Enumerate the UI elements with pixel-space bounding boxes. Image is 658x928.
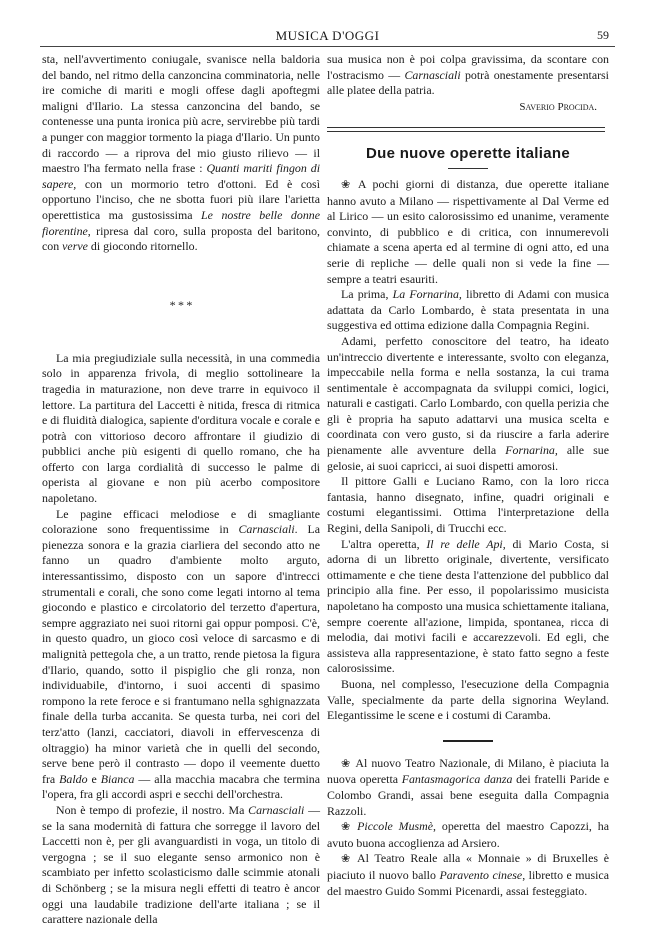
- news-item: ❀ Al nuovo Teatro Nazionale, di Milano, è piaciuta la nuova operetta Fantasmagorica danza dei fratelli Paride e Colombo Grandi, assai bene eseguita dalla Compagnia Razzoli.: [327, 755, 610, 818]
- fleuron-icon: ❀: [341, 821, 354, 834]
- news-divider: [443, 740, 493, 742]
- page-number: 59: [597, 28, 609, 42]
- paragraph: sua musica non è poi colpa gravissima, da scontare con l'ostracismo — Carnasciali potrà onestamente presentarsi alle platee della patria.: [327, 52, 609, 98]
- news-item: ❀ Piccole Musmè, operetta del maestro Capozzi, ha avuto buona accoglienza ad Arsiero.: [327, 819, 610, 850]
- asterism-separator: * * *: [169, 297, 193, 312]
- paragraph: Non è tempo di profezie, il nostro. Ma Carnasciali — se la sana modernità di fattura che sorregge il lavoro del Laccetti non è, per gli avanguardisti in voga, un titolo di vergogna ; se il suo elegante senso armonico non è scambiato per infetto scolasticismo dalle scimmie atonali di Schönberg ; se la misura negli effetti di teatro è ancor oggi una laudabile tradizione dell'arte italiana ; se il carattere nazionale della: [42, 802, 320, 927]
- title-underline: [448, 168, 488, 169]
- journal-title: MUSICA D'OGGI: [275, 28, 380, 43]
- paragraph: L'altra operetta, Il re delle Api, di Mario Costa, si adorna di un libretto originale, divertente, versificato ottimamente e che tiene desta l'attenzione del pubblico dal principio alla fine. Per esso, il popolarissimo musicista napoletano ha composto una musica schiettamente italiana, sempre coerente all'azione, limpida, spontanea, ricca di melodia, dai motivi facili e accarezzevoli. Ed egli, che assisteva alla rappresentazione, è stato fatto segno a feste calorosissime.: [327, 536, 609, 676]
- fleuron-icon: ❀: [341, 178, 354, 191]
- paragraph: Buona, nel complesso, l'esecuzione della Compagnia Valle, specialmente da parte della signorina Weyland. Elegantissime le scene e i costumi di Caramba.: [327, 676, 609, 723]
- paragraph: Adami, perfetto conoscitore del teatro, ha ideato un'intreccio divertente e interessante, svolto con eleganza, impeccabile nella forma e nella sostanza, la cui trama sentimentale è accompagnata da sviluppi comici, logici, naturali e castigati. Carlo Lombardo, con quella perizia che gli è propria ha saputo adattarvi una musica scelta e coordinata con vero gusto, si da riuscire a farla aderire pienamente alle avventure della Fornarina, alle sue gelosie, ai suoi capricci, ai suoi dispetti amorosi.: [327, 333, 609, 473]
- paragraph: Le pagine efficaci melodiose e di smagliante colorazione sono frequentissime in Carnasciali. La pienezza sonora e la grazia ciarliera del secondo atto ne fanno un quadro d'ambiente molto arguto, interessantissimo, disposto con un sapore d'intrecci strumentali e corali, che sono come legati intorno al tema giocondo e plastico e circolatorio del terzetto d'apertura, sempre aggraziato nei suoi ritorni gai oppur pomposi. C'è, in questo quadro, un gioco così veloce di sarcasmo e di malignità pettegola che, a un tratto, rende pietosa la figura d'Ilario, quando, sotto il pispiglio che gli ronza, non individuabile, d'intorno, i suoi accenti di spasimo rompono la rete feroce e si frantumano nella sghignazzata finale della turba accanita. Se questa turba, nei cori del terz'atto (lanzi, cacciatori, diavoli in effervescenza di oltraggio) ha minor varietà che in quelli del secondo, serve bene però il contrasto — dopo il veemente duetto fra Baldo e Bianca — alla macchia macabra che termina l'opera, fra gli accordi aspri e secchi dell'orchestra.: [42, 506, 320, 802]
- fleuron-icon: ❀: [341, 757, 352, 770]
- paragraph: Il pittore Galli e Luciano Ramo, con la loro ricca fantasia, hanno disegnato, infine, quadri originali e costumi elegantissimi. Ottima l'interpretazione della Regini, della Sanipoli, di Trucchi ecc.: [327, 474, 609, 536]
- header-rule: [40, 46, 615, 47]
- right-column: [327, 52, 609, 899]
- news-item: ❀ Al Teatro Reale alla « Monnaie » di Bruxelles è piaciuto il nuovo ballo Paravento cinese, libretto e musica del maestro Guido Sommi Picenardi, assai festeggiato.: [327, 851, 609, 898]
- section-title: Due nuove operette italiane: [366, 145, 570, 163]
- paragraph: sta, nell'avvertimento coniugale, svanisce nella baldoria del bando, nel ritmo della canzoncina comminatoria, nelle ire comiche di mariti e mogli offese dagli apoftegmi maligni d'Ilario. La stessa canzoncina del bando, se contenesse una punta ironica più acre, servirebbe più tardi a punger con maggior tormento la piaga d'Ilario. Un punto di raccordo — a riprova del mio giusto rilievo — il maestro l'ha fermato nella frase : Quanti mariti fingon di sapere, con un mormorio tetro d'ottoni. Ed è così opportuno l'inciso, che ne sbotta fuori più ilare l'arietta operettistica ma gustosissima Le nostre belle donne fiorentine, ripresa dal coro, sulla proposta del baritono, con verve di giocondo ritornello.: [42, 52, 320, 254]
- paragraph: ❀ A pochi giorni di distanza, due operette italiane hanno avuto a Milano — rispettivamente al Dal Verme ed al Lirico — un esito calorosissimo ed unanime, veramente convinto, di pubblico e di critica, con innumerevoli chiamate a scena aperta ed al termine di ogni atto, ed una serie di repliche — delle quali non si vede la fine — sempre a teatri esauriti.: [327, 176, 609, 286]
- left-column: [42, 52, 320, 928]
- paragraph: La mia pregiudiziale sulla necessità, in una commedia solo in apparenza frivola, di meglio sottolineare la tragedia in maturazione, non deve trarre in equivoco il lettore. La partitura del Laccetti è nitida, fresca di ritmica e di fluidità dialogica, sapiente d'orditura vocale e corale e potrà con vittorioso decoro affrontare il giudizio di pubblici anche più esigenti di quello romano, che ha offerto con larga cordialità di successo le palme di operista al giovane e non più acerbo compositore napoletano.: [42, 350, 320, 506]
- page-header: [40, 28, 615, 48]
- section-divider: [327, 127, 605, 132]
- fleuron-icon: ❀: [341, 853, 353, 866]
- paragraph: La prima, La Fornarina, libretto di Adami con musica adattata da Carlo Lombardo, è stata presentata in una suggestiva ed ottima edizione dalla Compagnia Regini.: [327, 287, 609, 333]
- author-signature: Saverio Procida.: [519, 100, 597, 113]
